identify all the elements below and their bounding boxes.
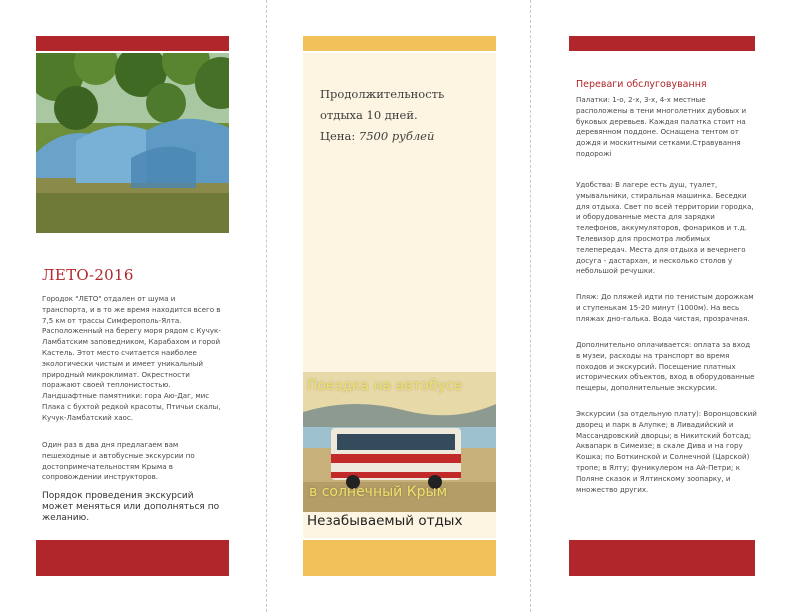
left-bottom-bar — [36, 540, 229, 576]
right-top-bar — [569, 36, 755, 51]
excursions-paragraph: Один раз в два дня предлагаем вам пешеходные и автобусные экскурсии по достопримечательностям Крыма в сопровождении инструкторов. — [42, 440, 195, 482]
price-value: 7500 рублей — [358, 129, 435, 143]
amenities-paragraph: Удобства: В лагере есть душ, туалет, умывальники, стиральная машинка. Беседки для отдыха. Свет по всей территории городка, и оборудованные места для зарядки телефонов, аккумуляторов, фонариков и т.д. Телевизор для просмотра любимых телепередач. Места для отдыха и вечернего досуга - дастархан, и несколько столов у небольшой речушки. — [576, 180, 754, 276]
tents-photo — [36, 53, 229, 233]
left-top-bar — [36, 36, 229, 51]
tents-paragraph: Палатки: 1-о, 2-х, 3-х, 4-х местные расположены в тени многолетних дубовых и буковых деревьев. Каждая палатка стоит на деревянном поддоне. Оснащена тентом от дождя и москитными сетками.Стравування подорожі — [576, 95, 747, 158]
middle-top-bar — [303, 36, 496, 51]
extra-costs-paragraph: Дополнительно оплачивается: оплата за вход в музеи, расходы на транспорт во время походов и экскурсий. Посещение платных исторических объектов, вход в оборудованные пещеры, дополнительные экскурсии. — [576, 340, 755, 393]
duration-text: Продолжительность отдыха 10 дней. — [320, 87, 445, 122]
excursion-order-note: Порядок проведения экскурсий может меняться или дополняться по желанию. — [42, 491, 220, 523]
duration-price-block — [320, 84, 490, 147]
middle-bottom-bar — [303, 540, 496, 576]
bus-banner-heading: Поездка на автобусе — [307, 378, 463, 394]
intro-paragraph: Городок "ЛЕТО" отдален от шума и транспорта, и в то же время находится всего в 7,5 км от трассы Симферополь-Ялта. Расположенный на берегу моря рядом с Кучук-Ламбатским заповедником, Карабахом и горой Кастель. Этот место считается наиболее экологически чистым и имеет уникальный природный микроклимат. Окрестности поражают своей теплонистостью. Ландшафтные памятники: гора Аю-Даг, мис Плака с бухтой редкой красоты, Птичьи скалы, Кучук-Ламбатский хаос. — [42, 294, 221, 422]
benefits-heading: Переваги обслуговування — [576, 79, 707, 90]
price-label: Цена: — [320, 129, 356, 143]
tagline: Незабываемый отдых — [307, 513, 463, 529]
fold-line-right — [530, 0, 531, 612]
fold-line-left — [266, 0, 267, 612]
paid-excursions-paragraph: Экскурсии (за отдельную плату): Воронцовский дворец и парк в Алупке; в Ливадийский и Массандровский дворцы; в Никитский ботсад; Аквапарк в Симеизе; в скале Дива и на гору Кошка; по Боткинской и Солнечной (Царской) тропе; в Ялту; фуникулером на Ай-Петри; к Поляне сказок и Ялтинскому зоопарку, и множество других. — [576, 409, 757, 494]
bus-banner-subheading: в солнечный Крым — [309, 484, 448, 500]
brochure-title: ЛЕТО-2016 — [42, 266, 134, 284]
beach-paragraph: Пляж: До пляжей идти по тенистым дорожкам и ступенькам 15-20 минут (1000м). На весь пляжах дно-галька. Вода чистая, прозрачная. — [576, 292, 754, 323]
price-line — [320, 126, 490, 147]
right-bottom-bar — [569, 540, 755, 576]
bus-banner — [303, 372, 496, 512]
